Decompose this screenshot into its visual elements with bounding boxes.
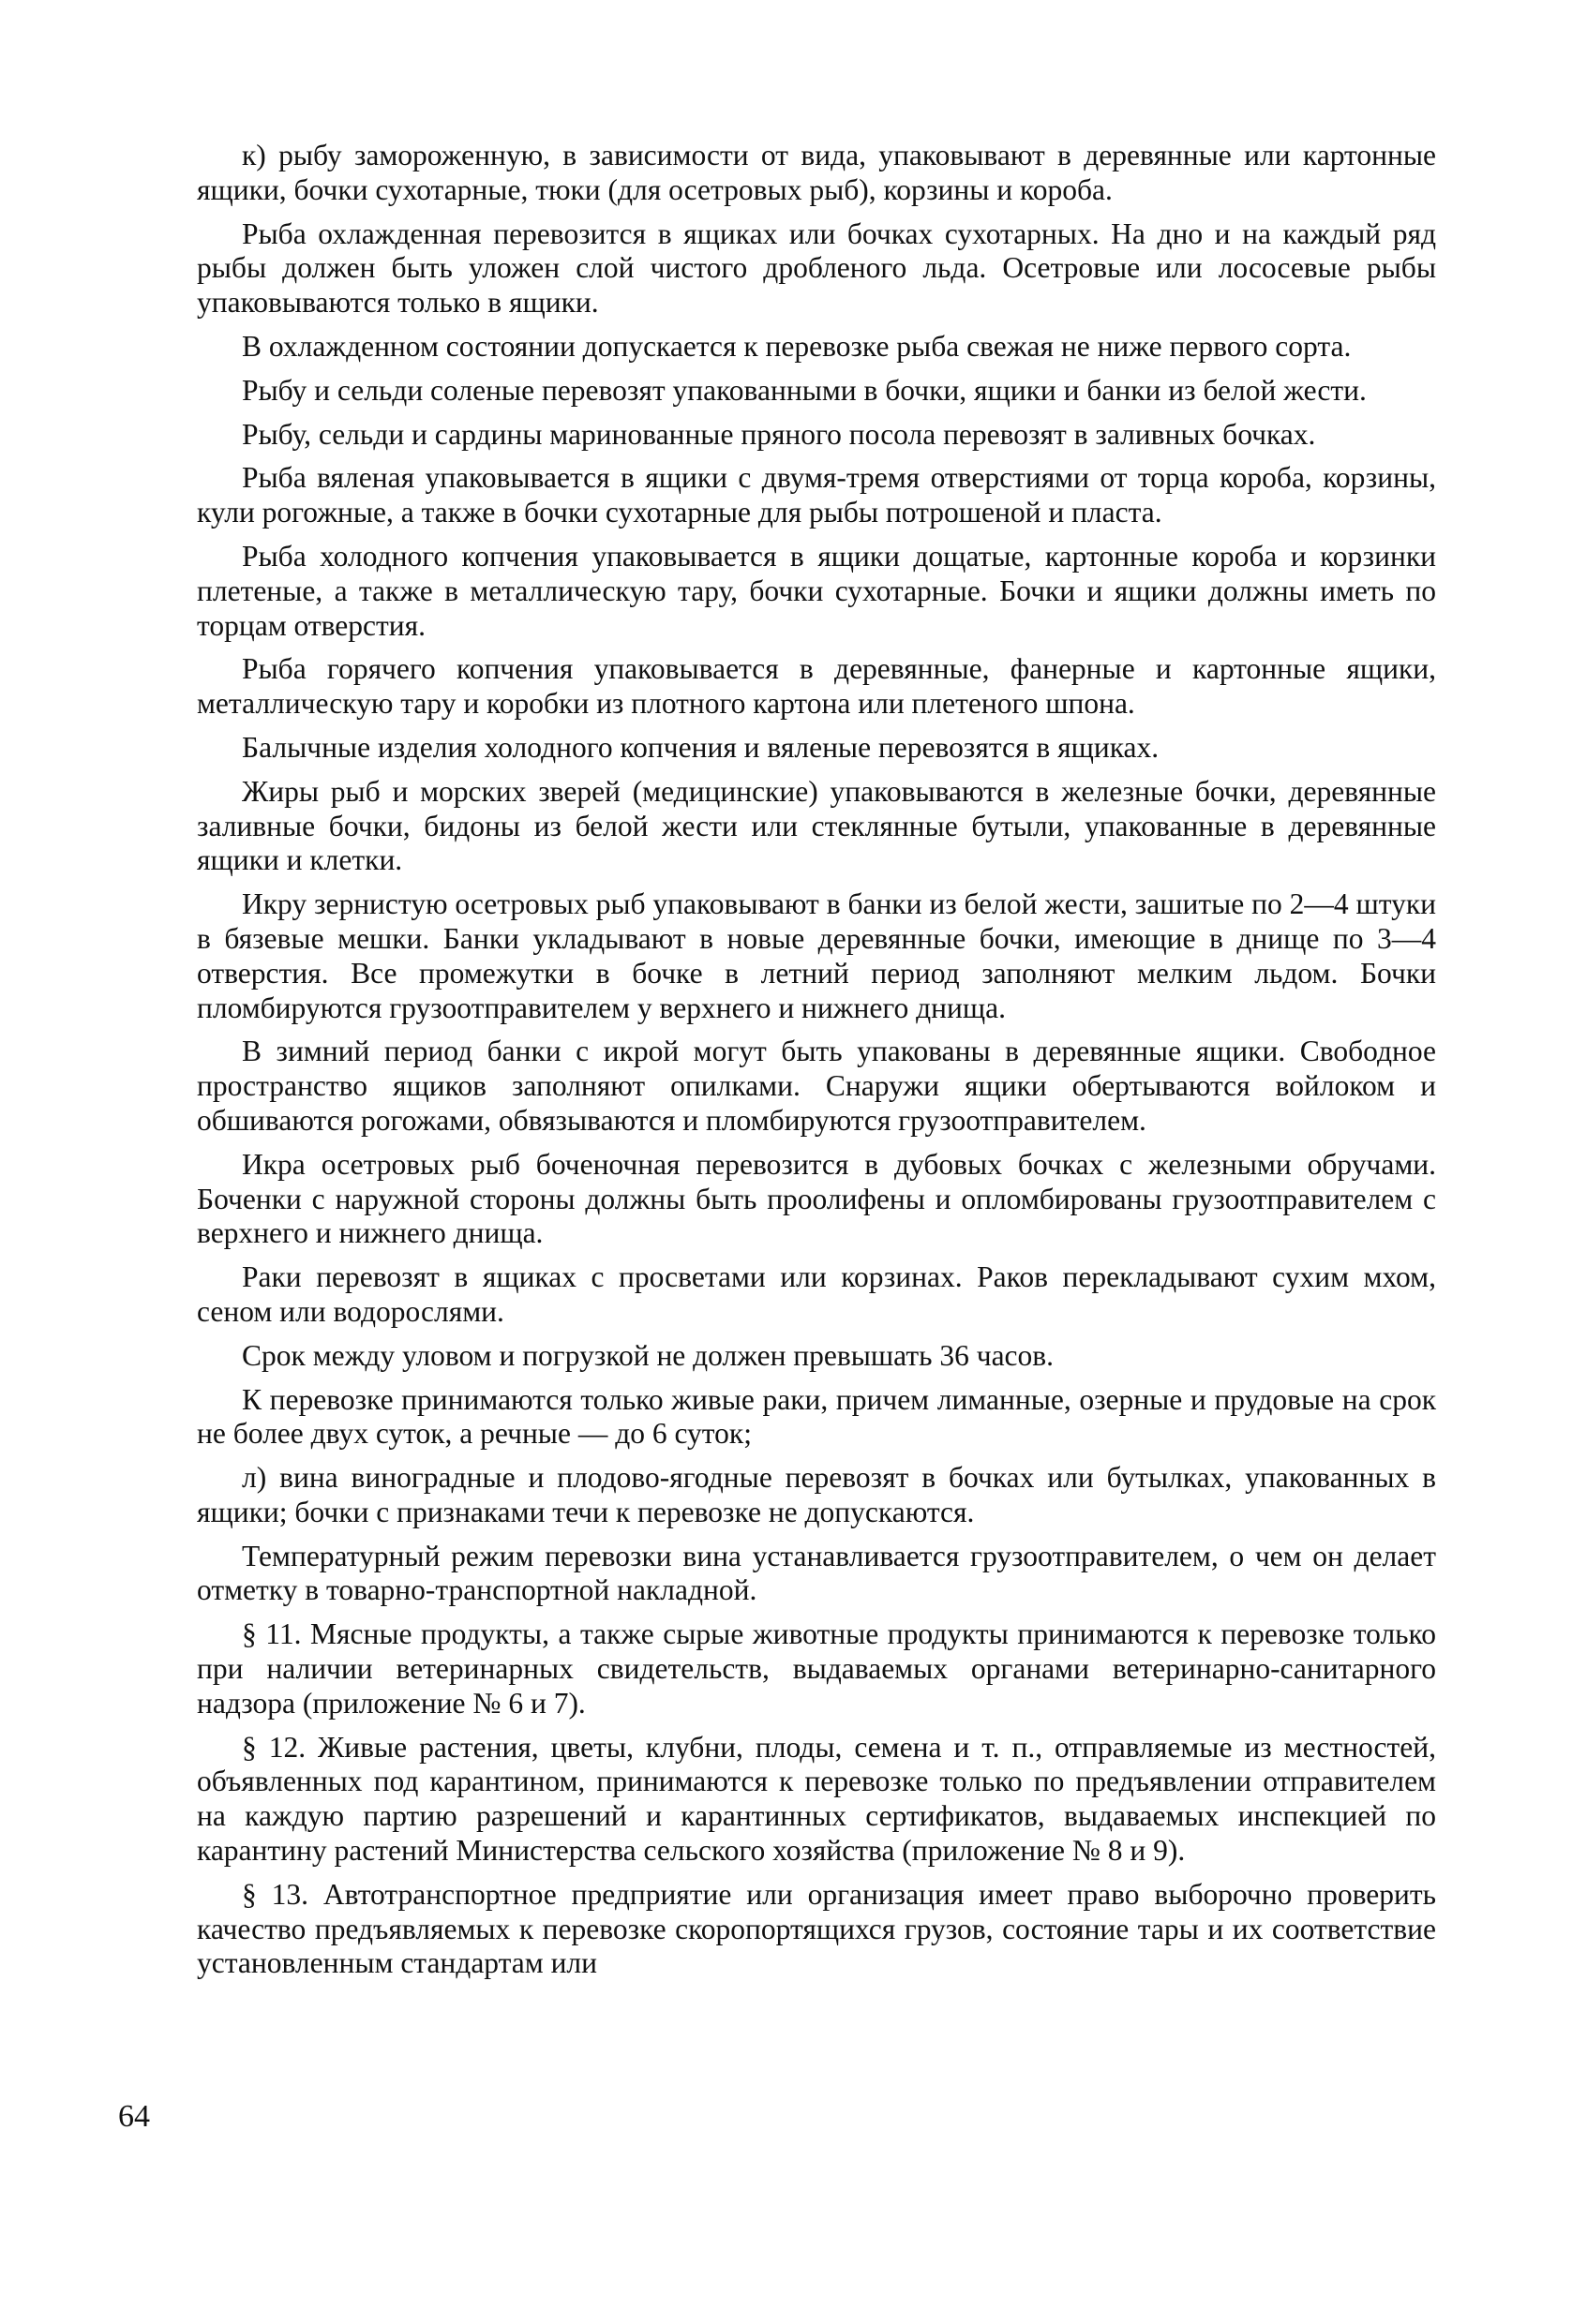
paragraph-fresh-fish: В охлажденном состоянии допускается к перевозке рыба свежая не ниже первого сорта. — [242, 329, 1352, 363]
paragraph-catch-term: Срок между уловом и погрузкой не должен превышать 36 часов. — [242, 1338, 1055, 1372]
paragraph-dried-fish: Рыба вяленая упаковывается в ящики с двумя-тремя отверстиями от торца короба, корзины, кули рогожные, а также в бочки сухотарные для рыбы потрошеной и пласта. — [197, 461, 1436, 529]
page-body — [197, 139, 1436, 1990]
paragraph-granular-caviar: Икру зернистую осетровых рыб упаковывают в банки из белой жести, зашитые по 2—4 штуки в бязевые мешки. Банки укладывают в новые деревянные бочки, имеющие в днище по 3—4 отверстия. Все промежутки в бочке в летний период заполняют мелким льдом. Бочки пломбируются грузоотправителем у верхнего и нижнего днища. — [197, 887, 1436, 1024]
paragraph-cold-smoked-fish: Рыба холодного копчения упаковывается в ящики дощатые, картонные короба и корзинки плетеные, а также в металлическую тару, бочки сухотарные. Бочки и ящики должны иметь по торцам отверстия. — [197, 539, 1436, 642]
paragraph-marinated-fish: Рыбу, сельди и сардины маринованные пряного посола перевозят в заливных бочках. — [242, 417, 1316, 451]
paragraph-crayfish: Раки перевозят в ящиках с просветами или корзинах. Раков перекладывают сухим мхом, сеном или водорослями. — [197, 1260, 1436, 1328]
paragraph-hot-smoked-fish: Рыба горячего копчения упаковывается в деревянные, фанерные и картонные ящики, металлическую тару и коробки из плотного картона или плетеного шпона. — [197, 652, 1436, 721]
paragraph-section-13: § 13. Автотранспортное предприятие или организация имеет право выборочно проверить качество предъявляемых к перевозке скоропортящихся грузов, состояние тары и их соответствие установленным стандартам или — [197, 1877, 1436, 1980]
paragraph-wines: л) вина виноградные и плодово-ягодные перевозят в бочках или бутылках, упакованных в ящики; бочки с признаками течи к перевозке не допускаются. — [197, 1461, 1436, 1528]
paragraph-frozen-fish: к) рыбу замороженную, в зависимости от вида, упаковывают в деревянные или картонные ящики, бочки сухотарные, тюки (для осетровых рыб), корзины и короба. — [197, 139, 1436, 206]
paragraph-section-12: § 12. Живые растения, цветы, клубни, плоды, семена и т. п., отправляемые из местностей, объявленных под карантином, принимаются к перевозке только по предъявлении отправителем на каждую партию разрешений и карантинных сертификатов, выдаваемых инспекцией по карантину растений Министерства сельского хозяйства (приложение № 8 и 9). — [197, 1730, 1436, 1868]
paragraph-barrel-caviar: Икра осетровых рыб боченочная перевозится в дубовых бочках с железными обручами. Боченки с наружной стороны должны быть проолифены и опломбированы грузоотправителем с верхнего и нижнего днища. — [197, 1147, 1436, 1250]
paragraph-wine-temperature: Температурный режим перевозки вина устанавливается грузоотправителем, о чем он делает отметку в товарно-транспортной накладной. — [197, 1539, 1436, 1607]
paragraph-fish-oils: Жиры рыб и морских зверей (медицинские) упаковываются в железные бочки, деревянные заливные бочки, бидоны из белой жести или стеклянные бутыли, упакованные в деревянные ящики и клетки. — [197, 774, 1436, 877]
paragraph-live-crayfish: К перевозке принимаются только живые раки, причем лиманные, озерные и прудовые на срок не более двух суток, а речные — до 6 суток; — [197, 1382, 1436, 1451]
paragraph-salted-fish: Рыбу и сельди соленые перевозят упакованными в бочки, ящики и банки из белой жести. — [242, 373, 1367, 407]
paragraph-section-11: § 11. Мясные продукты, а также сырые животные продукты принимаются к перевозке только при наличии ветеринарных свидетельств, выдаваемых органами ветеринарно-санитарного надзора (приложение № 6 и 7). — [197, 1617, 1436, 1720]
paragraph-winter-caviar: В зимний период банки с икрой могут быть упакованы в деревянные ящики. Свободное пространство ящиков заполняют опилками. Снаружи ящики обертываются войлоком и обшиваются рогожами, обвязываются и пломбируются грузоотправителем. — [197, 1035, 1436, 1137]
page-number: 64 — [118, 2099, 150, 2134]
paragraph-balyk-products: Балычные изделия холодного копчения и вяленые перевозятся в ящиках. — [242, 730, 1160, 764]
paragraph-chilled-fish: Рыба охлажденная перевозится в ящиках или бочках сухотарных. На дно и на каждый ряд рыбы должен быть уложен слой чистого дробленого льда. Осетровые или лососевые рыбы упаковываются только в ящики. — [197, 216, 1436, 320]
